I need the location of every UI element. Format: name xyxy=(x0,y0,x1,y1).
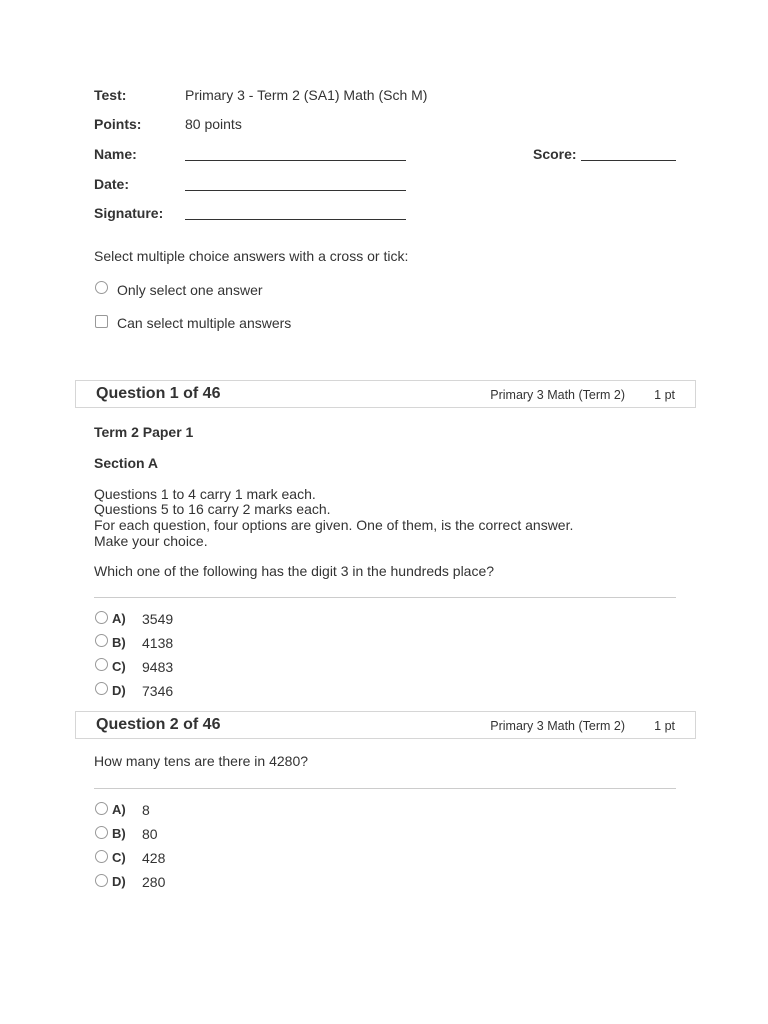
points-label: Points: xyxy=(94,116,142,132)
paper-title: Term 2 Paper 1 xyxy=(94,424,194,440)
question-1-note-1: Questions 1 to 4 carry 1 mark each. xyxy=(94,486,316,502)
option-value: 7346 xyxy=(142,683,174,699)
multiple-answer-legend: Can select multiple answers xyxy=(117,315,292,331)
option-letter: C) xyxy=(112,850,126,865)
option-letter: B) xyxy=(112,635,126,650)
option-value: 280 xyxy=(142,874,166,890)
question-2-title: Question 2 of 46 xyxy=(96,716,221,733)
radio-icon-legend xyxy=(95,281,108,294)
radio-icon[interactable] xyxy=(95,850,108,863)
signature-label: Signature: xyxy=(94,205,164,221)
test-value: Primary 3 - Term 2 (SA1) Math (Sch M) xyxy=(185,87,428,103)
radio-icon[interactable] xyxy=(95,611,108,624)
date-blank-line xyxy=(185,190,406,191)
question-1-note-3: For each question, four options are given. One of them, is the correct answer. xyxy=(94,517,574,533)
option-letter: A) xyxy=(112,802,126,817)
question-2-prompt: How many tens are there in 4280? xyxy=(94,753,309,769)
radio-icon[interactable] xyxy=(95,682,108,695)
score-blank-line xyxy=(581,160,676,161)
option-value: 3549 xyxy=(142,611,174,627)
question-2-header xyxy=(75,711,696,739)
question-1-note-2: Questions 5 to 16 carry 2 marks each. xyxy=(94,501,331,517)
radio-icon[interactable] xyxy=(95,802,108,815)
option-value: 8 xyxy=(142,802,150,818)
radio-icon[interactable] xyxy=(95,826,108,839)
option-value: 80 xyxy=(142,826,158,842)
option-value: 4138 xyxy=(142,635,174,651)
option-value: 9483 xyxy=(142,659,174,675)
question-1-header xyxy=(75,380,696,408)
question-1-prompt: Which one of the following has the digit 3 in the hundreds place? xyxy=(94,563,495,579)
radio-icon[interactable] xyxy=(95,874,108,887)
single-answer-legend: Only select one answer xyxy=(117,282,263,298)
instructions-intro: Select multiple choice answers with a cross or tick: xyxy=(94,248,409,264)
option-letter: A) xyxy=(112,611,126,626)
question-2-category: Primary 3 Math (Term 2) xyxy=(490,719,625,733)
name-blank-line xyxy=(185,160,406,161)
name-label: Name: xyxy=(94,146,137,162)
question-1-category: Primary 3 Math (Term 2) xyxy=(490,388,625,402)
option-letter: C) xyxy=(112,659,126,674)
test-label: Test: xyxy=(94,87,127,103)
points-value: 80 points xyxy=(185,116,242,132)
radio-icon[interactable] xyxy=(95,658,108,671)
question-1-title: Question 1 of 46 xyxy=(96,385,221,402)
signature-blank-line xyxy=(185,219,406,220)
date-label: Date: xyxy=(94,176,130,192)
radio-icon[interactable] xyxy=(95,634,108,647)
score-label: Score: xyxy=(533,146,577,162)
question-1-divider xyxy=(94,597,676,598)
question-2-divider xyxy=(94,788,676,789)
question-2-points: 1 pt xyxy=(654,719,675,733)
section-title: Section A xyxy=(94,455,159,471)
question-1-points: 1 pt xyxy=(654,388,675,402)
question-1-note-4: Make your choice. xyxy=(94,533,208,549)
option-letter: D) xyxy=(112,683,126,698)
option-value: 428 xyxy=(142,850,166,866)
option-letter: B) xyxy=(112,826,126,841)
option-letter: D) xyxy=(112,874,126,889)
checkbox-icon-legend xyxy=(95,315,108,328)
